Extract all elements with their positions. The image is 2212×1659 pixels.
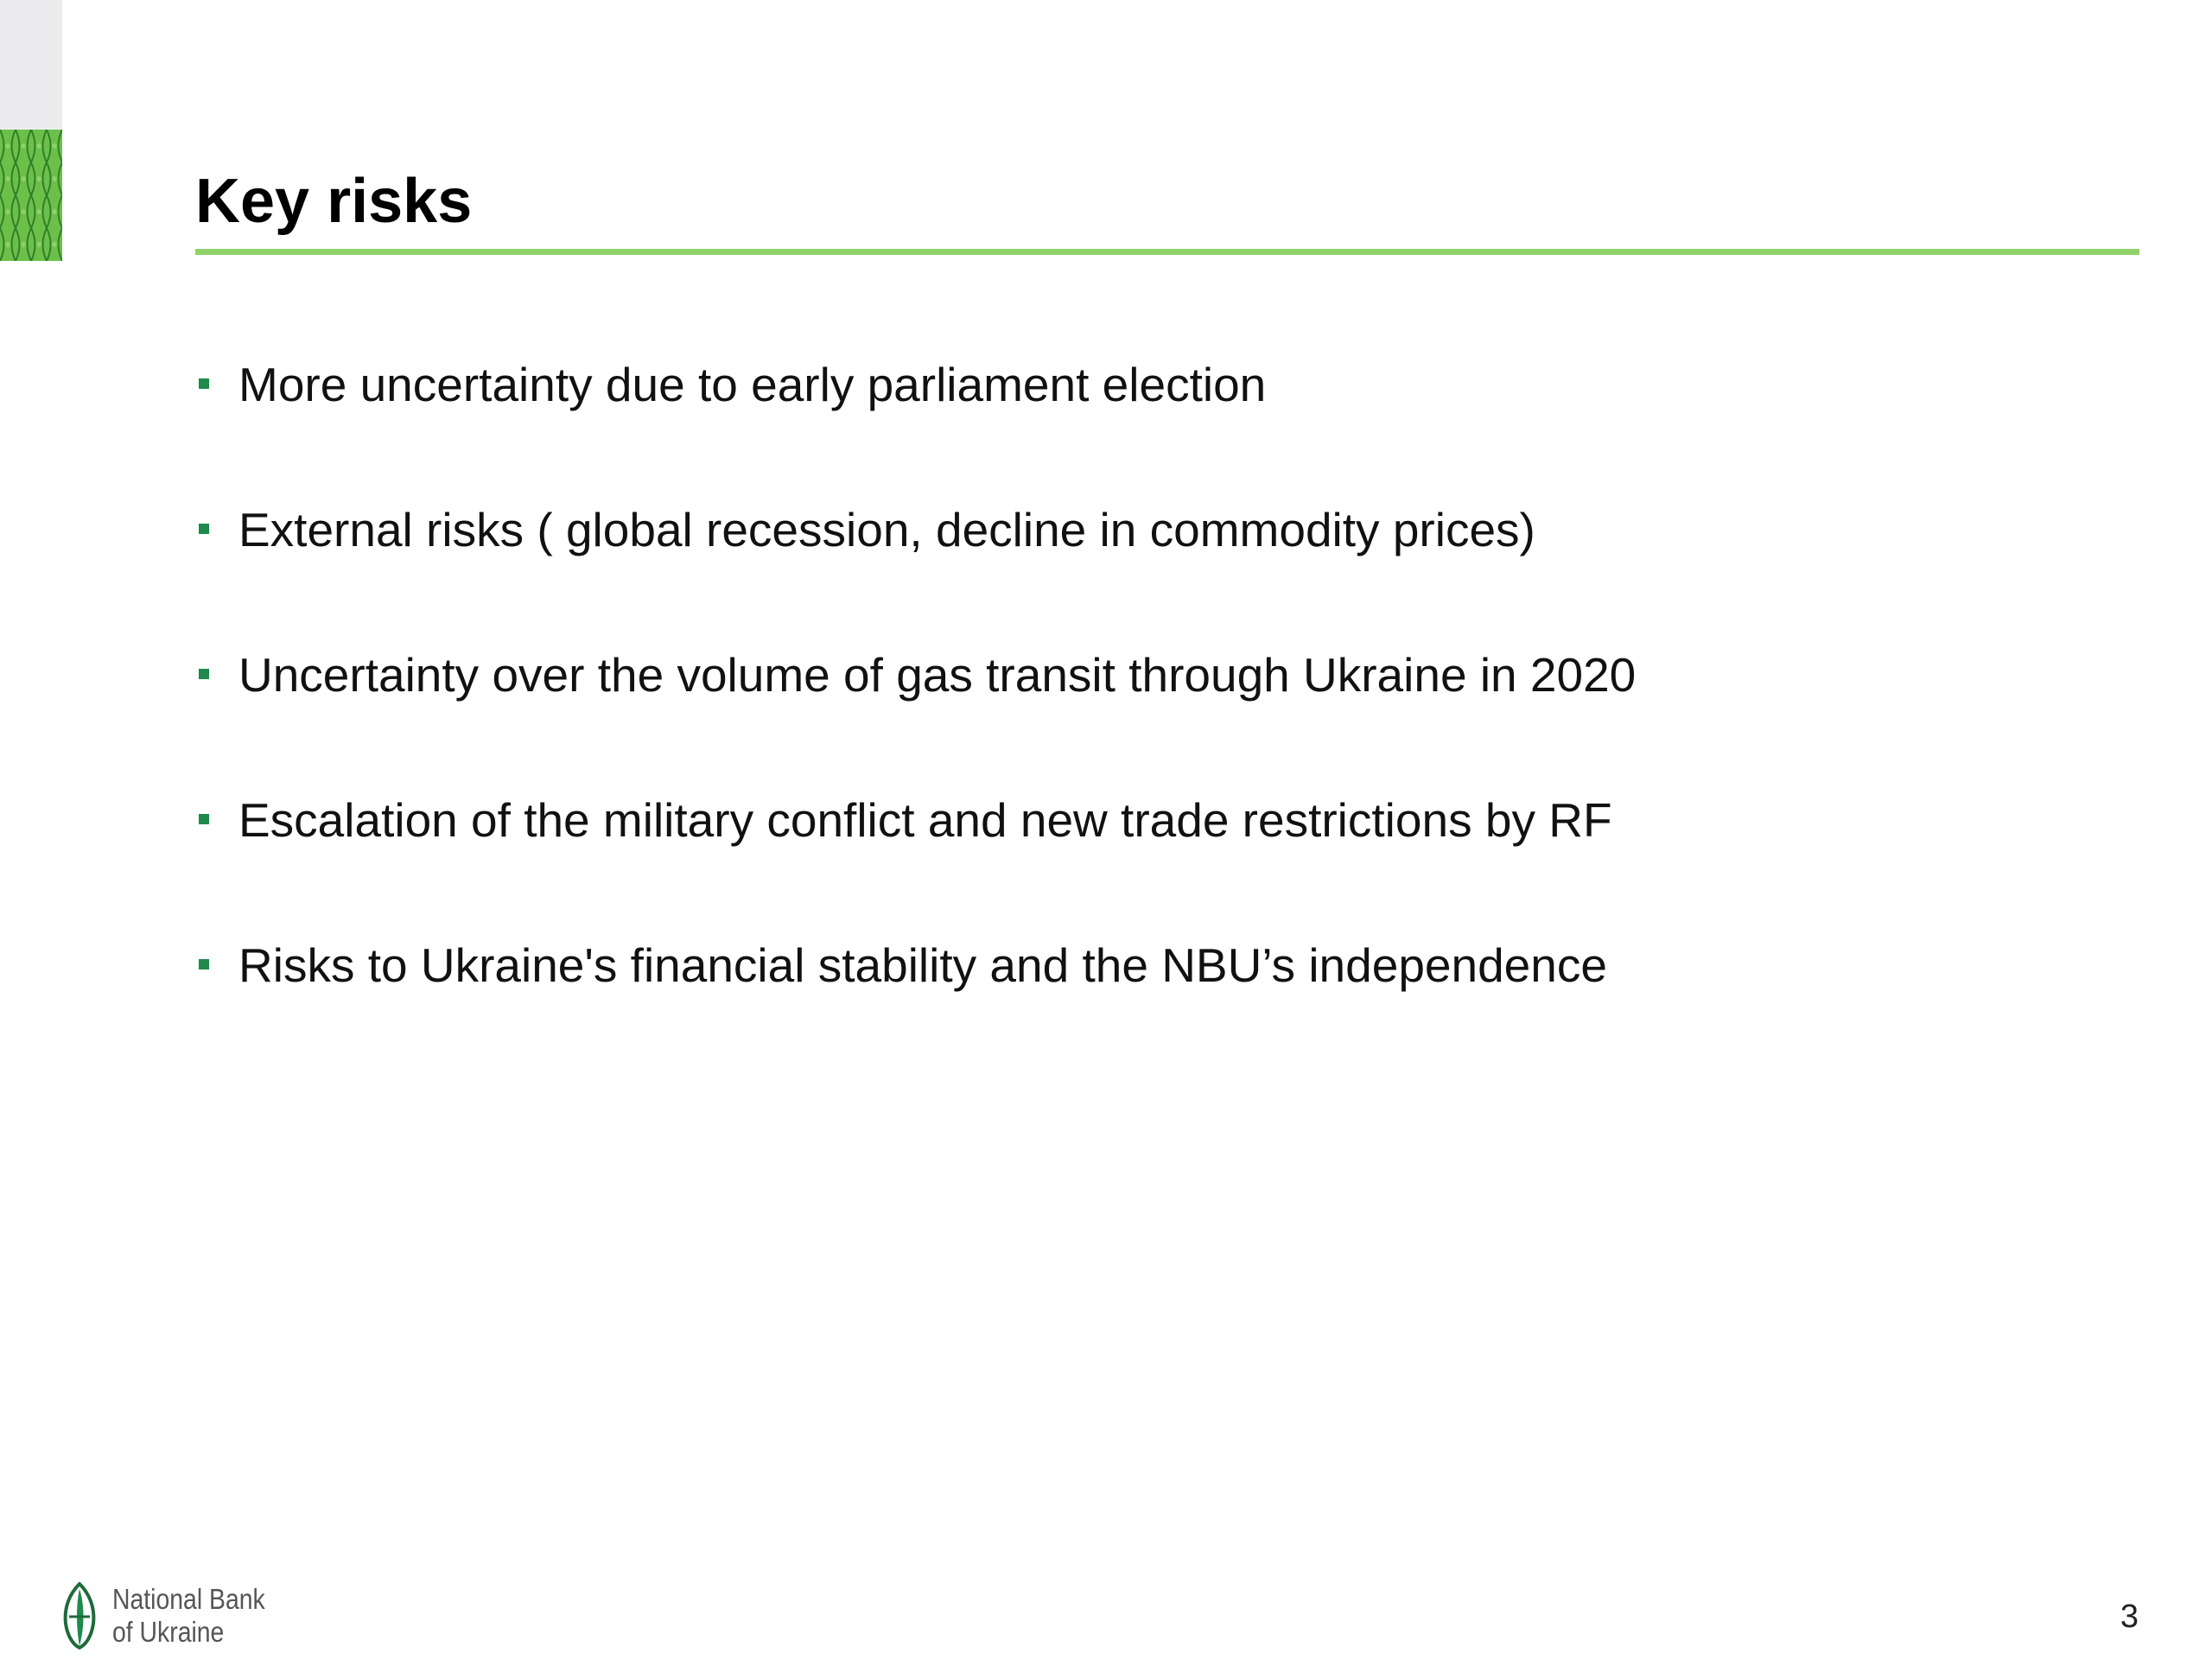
logo-wordmark [112, 1583, 265, 1649]
bullet-square-icon [199, 378, 209, 389]
logo-text-line2: of Ukraine [112, 1616, 225, 1648]
bullet-text: Escalation of the military conflict and new trade restrictions by RF [238, 793, 1612, 847]
page-number: 3 [2120, 1599, 2139, 1635]
bullet-text: More uncertainty due to early parliament election [238, 358, 1267, 411]
slide-title: Key risks [195, 167, 473, 236]
nbu-leaf-icon [60, 1582, 99, 1649]
title-underline [195, 249, 2139, 255]
bullet-text: Uncertainty over the volume of gas transit through Ukraine in 2020 [238, 648, 1637, 702]
ornament-pattern-icon [0, 130, 62, 261]
bullet-square-icon [199, 814, 209, 824]
bullet-text: External risks ( global recession, decline in commodity prices) [238, 503, 1535, 556]
bullet-square-icon [199, 959, 209, 969]
bullet-text: Risks to Ukraine's financial stability and the NBU’s independence [238, 938, 1607, 992]
left-decor-strip [0, 0, 62, 130]
logo-text-line1: National Bank [112, 1583, 265, 1615]
bullet-square-icon [199, 669, 209, 679]
bullet-square-icon [199, 524, 209, 534]
nbu-logo [60, 1581, 289, 1650]
